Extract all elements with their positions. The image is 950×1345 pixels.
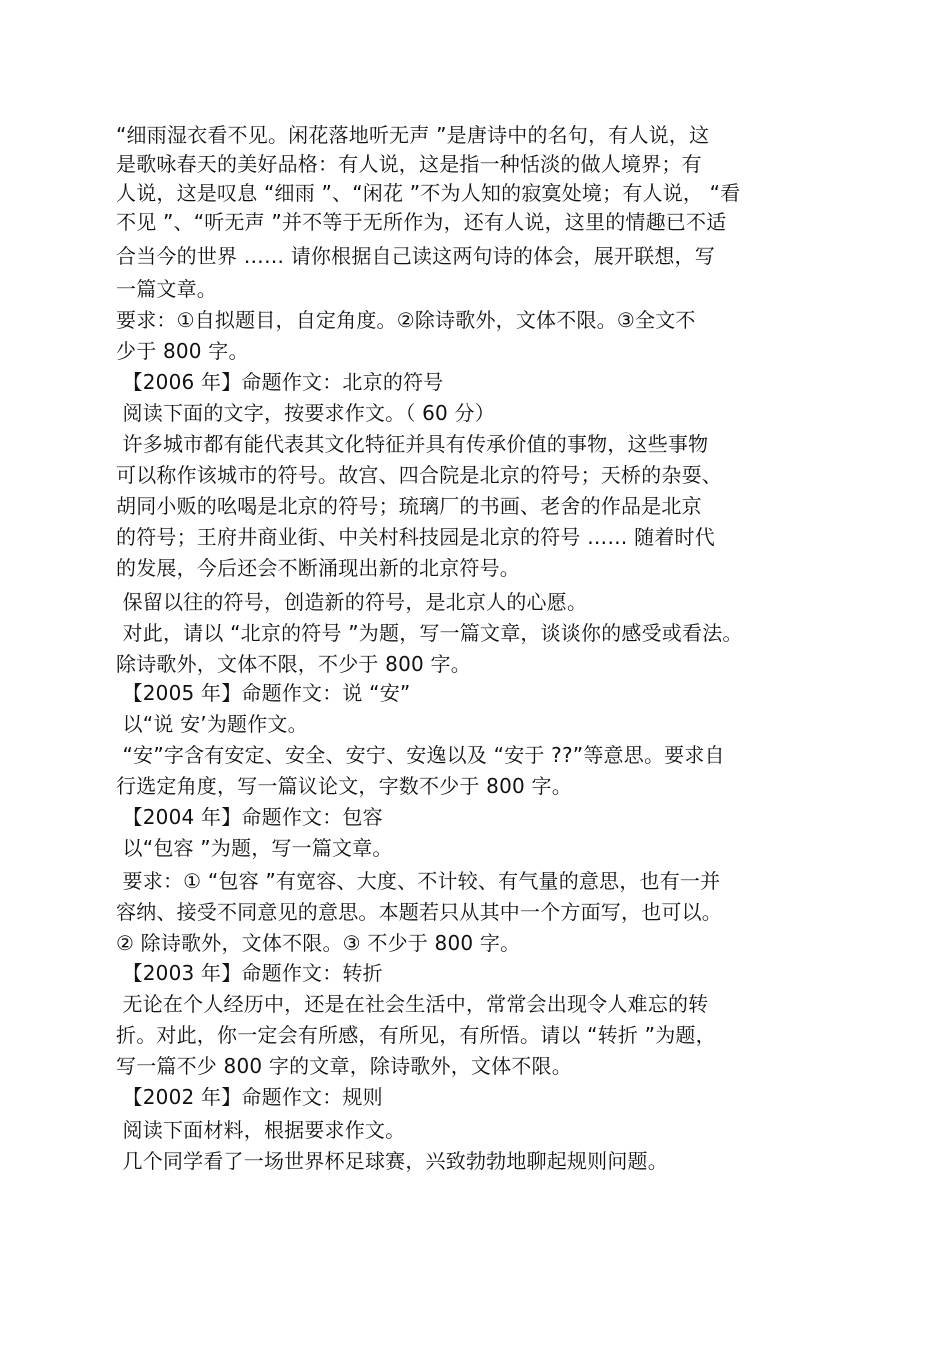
- text-line: 少于 800 字。: [116, 339, 249, 363]
- text-line: 容纳、接受不同意见的意思。本题若只从其中一个方面写，也可以。: [116, 900, 722, 924]
- text-line: 以“包容 ”为题，写一篇文章。: [116, 836, 393, 860]
- text-line: 可以称作该城市的符号。故宫、四合院是北京的符号；天桥的杂耍、: [116, 463, 722, 487]
- text-line: 的发展，今后还会不断涌现出新的北京符号。: [116, 556, 520, 580]
- text-line: 折。对此，你一定会有所感，有所见，有所悟。请以 “转折 ”为题，: [116, 1023, 716, 1047]
- text-line: 对此，请以 “北京的符号 ”为题，写一篇文章，谈谈你的感受或看法。: [116, 621, 743, 645]
- section-heading: 【2006 年】命题作文：北京的符号: [116, 370, 444, 394]
- text-line: 一篇文章。: [116, 277, 217, 301]
- text-line: 行选定角度，写一篇议论文，字数不少于 800 字。: [116, 774, 572, 798]
- text-line: 保留以往的符号，创造新的符号，是北京人的心愿。: [116, 590, 588, 614]
- text-line: 以“说 安’为题作文。: [116, 712, 308, 736]
- text-line: 无论在个人经历中，还是在社会生活中，常常会出现令人难忘的转: [116, 992, 709, 1016]
- text-line: 不见 ”、“听无声 ”并不等于无所作为，还有人说，这里的情趣已不适: [116, 210, 727, 234]
- section-heading: 【2003 年】命题作文：转折: [116, 961, 383, 985]
- text-line: 许多城市都有能代表其文化特征并具有传承价值的事物，这些事物: [116, 432, 709, 456]
- text-line: “细雨湿衣看不见。闲花落地听无声 ”是唐诗中的名句，有人说，这: [116, 123, 710, 147]
- text-line: 要求：① “包容 ”有宽容、大度、不计较、有气量的意思，也有一并: [116, 869, 721, 893]
- text-line: 要求：①自拟题目，自定角度。②除诗歌外，文体不限。③全文不: [116, 308, 696, 332]
- text-line: “安”字含有安定、安全、安宁、安逸以及 “安于 ??”等意思。要求自: [116, 743, 725, 767]
- text-line: 的符号；王府井商业街、中关村科技园是北京的符号 …… 随着时代: [116, 525, 715, 549]
- text-line: 胡同小贩的吆喝是北京的符号；琉璃厂的书画、老舍的作品是北京: [116, 494, 702, 518]
- section-heading: 【2005 年】命题作文：说 “安”: [116, 681, 411, 705]
- text-line: 是歌咏春天的美好品格：有人说，这是指一种恬淡的做人境界；有: [116, 152, 702, 176]
- text-line: 阅读下面材料，根据要求作文。: [116, 1118, 406, 1142]
- text-line: 阅读下面的文字，按要求作文。（ 60 分）: [116, 401, 495, 425]
- text-line: 几个同学看了一场世界杯足球赛，兴致勃勃地聊起规则问题。: [116, 1149, 668, 1173]
- text-line: 人说，这是叹息 “细雨 ”、“闲花 ”不为人知的寂寞处境；有人说， “看: [116, 181, 741, 205]
- section-heading: 【2002 年】命题作文：规则: [116, 1085, 383, 1109]
- text-line: ② 除诗歌外，文体不限。③ 不少于 800 字。: [116, 931, 521, 955]
- text-line: 写一篇不少 800 字的文章，除诗歌外，文体不限。: [116, 1054, 572, 1078]
- text-line: 除诗歌外，文体不限，不少于 800 字。: [116, 652, 471, 676]
- section-heading: 【2004 年】命题作文：包容: [116, 805, 383, 829]
- text-line: 合当今的世界 …… 请你根据自己读这两句诗的体会，展开联想，写: [116, 244, 715, 268]
